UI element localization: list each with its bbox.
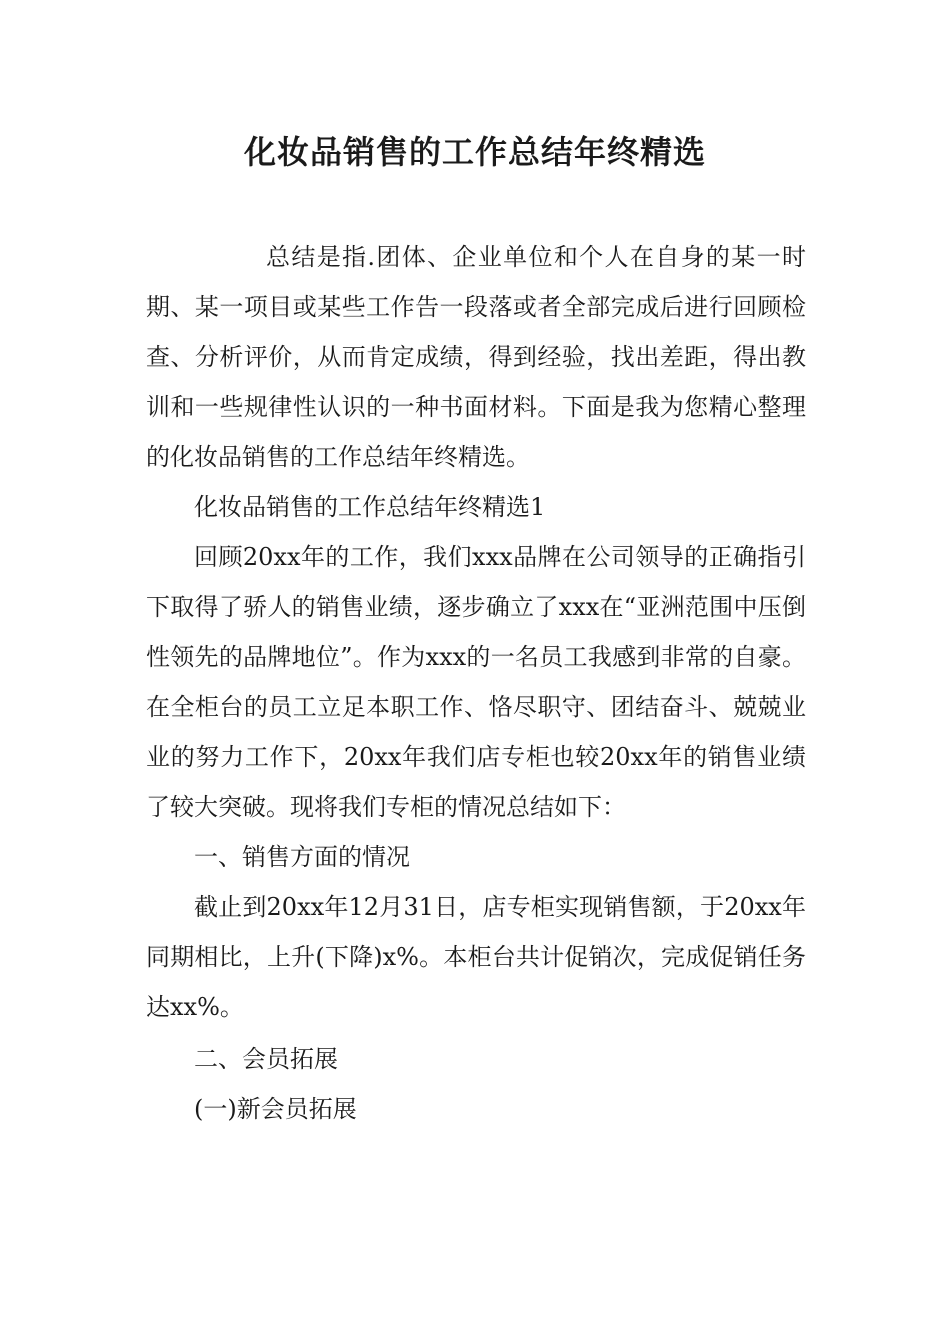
section-heading-1: 化妆品销售的工作总结年终精选1 xyxy=(194,493,546,521)
member-heading: 二、会员拓展 xyxy=(194,1045,338,1073)
new-member-heading: (一)新会员拓展 xyxy=(194,1095,357,1123)
sales-heading: 一、销售方面的情况 xyxy=(194,843,410,871)
intro-paragraph: 总结是指.团体、企业单位和个人在自身的某一时期、某一项目或某些工作告一段落或者全部完成后进行回顾检查、分析评价，从而肯定成绩，得到经验，找出差距，得出教训和一些规律性认识的一种书面材料。下面是我为您精心整理的化妆品销售的工作总结年终精选。 xyxy=(146,243,806,471)
document-title: 化妆品销售的工作总结年终精选 xyxy=(243,133,706,171)
document-body xyxy=(146,232,806,1134)
review-paragraph: 回顾20xx年的工作，我们xxx品牌在公司领导的正确指引下取得了骄人的销售业绩，逐步确立了xxx在“亚洲范围中压倒性领先的品牌地位”。作为xxx的一名员工我感到非常的自豪。在全柜台的员工立足本职工作、恪尽职守、团结奋斗、兢兢业业的努力工作下，20xx年我们店专柜也较20xx年的销售业绩了较大突破。现将我们专柜的情况总结如下： xyxy=(146,543,806,821)
sales-paragraph: 截止到20xx年12月31日，店专柜实现销售额，于20xx年同期相比，上升(下降)x%。本柜台共计促销次，完成促销任务达xx%。 xyxy=(146,893,806,1021)
